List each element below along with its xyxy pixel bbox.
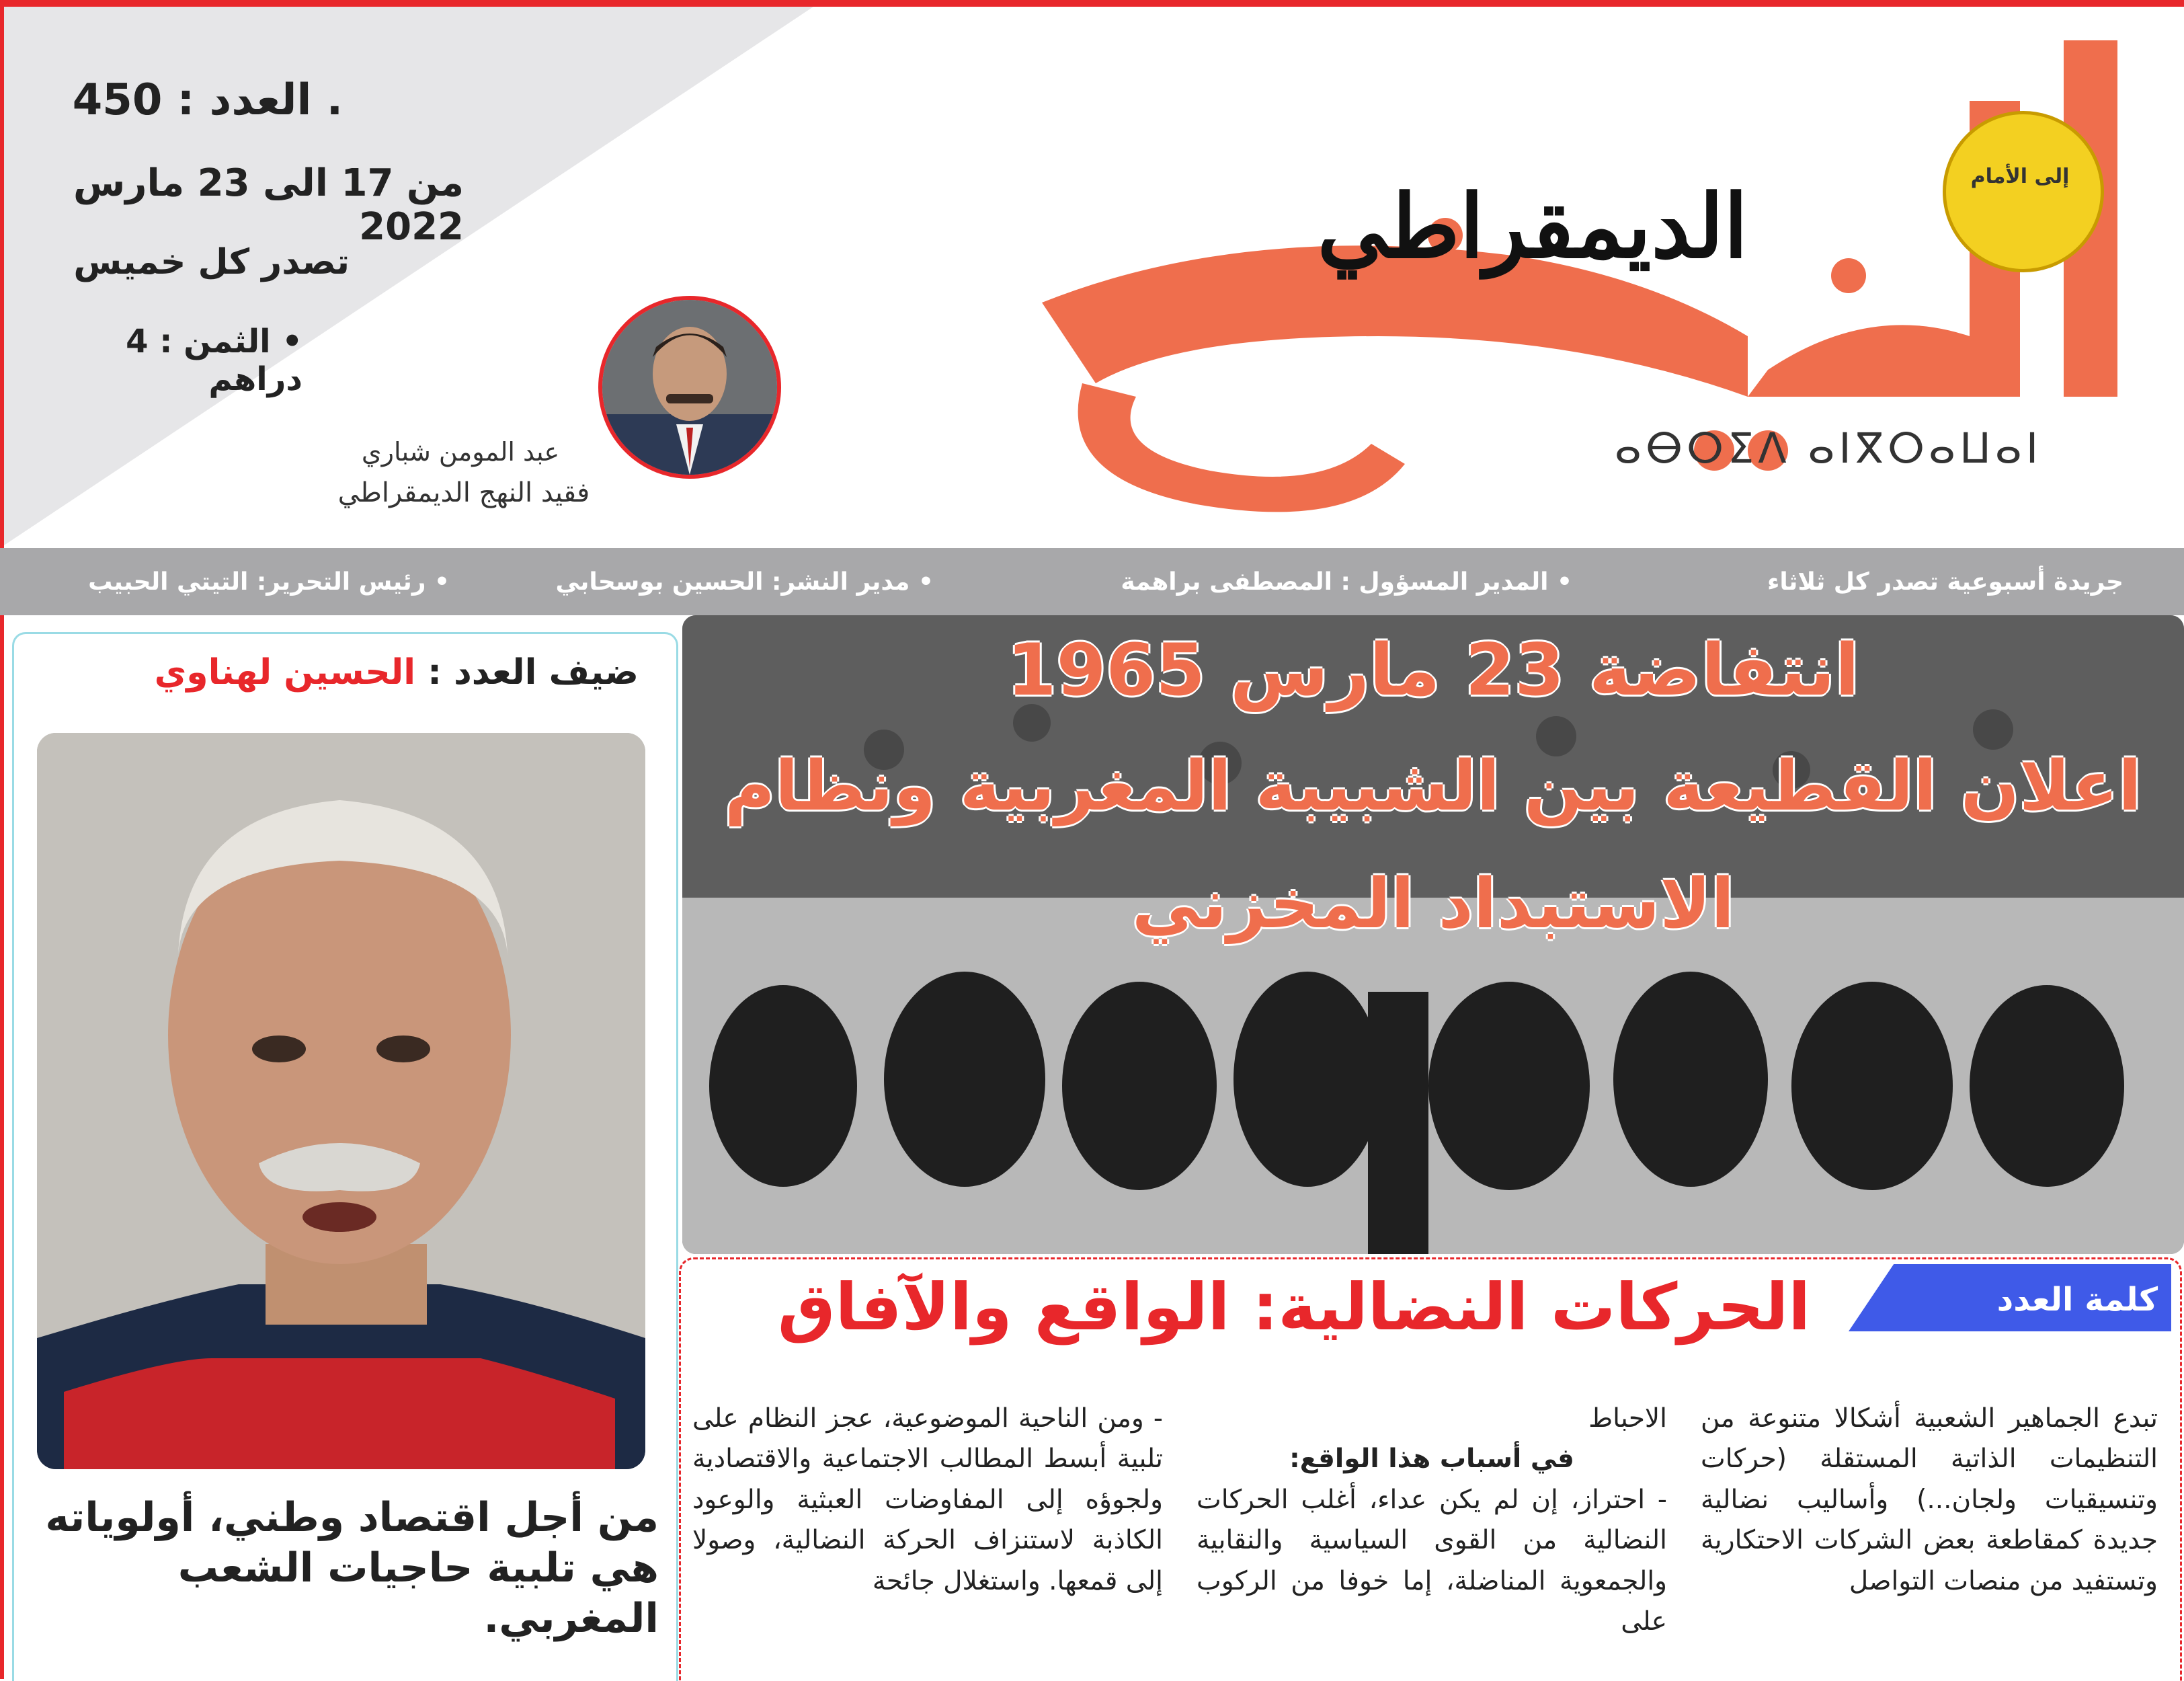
hero-headline-line-3: الاستبداد المخزني: [1131, 864, 1735, 944]
publication-schedule: تصدر كل خميس: [73, 242, 350, 282]
price: • الثمن : 4 دراهم: [126, 323, 302, 398]
top-border: [0, 0, 2184, 7]
memorial-portrait: [598, 296, 781, 479]
hero-headline-line-1: انتفاضة 23 مارس 1965: [1006, 629, 1860, 711]
memorial-name: عبد المومن شباري: [361, 437, 560, 467]
issue-date: من 17 الى 23 مارس 2022: [73, 161, 464, 249]
guest-label: ضيف العدد :: [428, 652, 639, 693]
editorial-column-right: تبدع الجماهير الشعبية أشكالا متنوعة من التنظيمات الذاتية المستقلة (حركات وتنسيقيات ولجان...) وأساليب نضالية جديدة كمقاطعة بعض الشركات الاحتكارية وتستفيد من منصات التواصل: [1701, 1403, 2158, 1596]
logo-tifinagh: ⴰⴱⵔⵉⴷ ⴰⵏⴳⵔⴰⵡⴰⵏ: [1614, 424, 2043, 473]
column-middle-subheading: في أسباب هذا الواقع:: [1289, 1444, 1574, 1475]
memorial-portrait-image: [602, 300, 777, 475]
guest-heading: [34, 652, 639, 693]
column-middle-body: - احتراز، إن لم يكن عداء، أغلب الحركات النضالية من القوى السياسية والنقابية والجمعوية المناضلة، إما خوفا من الركوب على: [1197, 1484, 1667, 1637]
guest-quote: من أجل اقتصاد وطني، أولوياته هي تلبية حاجيات الشعب المغربي.: [45, 1494, 659, 1642]
hero-headline-line-2: اعلان القطيعة بين الشبيبة المغربية ونظام: [725, 746, 2142, 826]
party-seal: [1943, 111, 2104, 272]
publication-frequency: جريدة أسبوعية تصدر كل ثلاثاء: [1767, 568, 2124, 596]
party-seal-text: إلى الأمام: [1970, 165, 2070, 188]
column-middle-lead: الاحباط: [1588, 1403, 1667, 1434]
editorial-column-middle: [1197, 1399, 1667, 1643]
guest-photo-image: [37, 733, 645, 1469]
editorial-title: الحركات النضالية: الواقع والآفاق: [777, 1269, 1811, 1345]
editorial-column-left: - ومن الناحية الموضوعية، عجز النظام على تلبية أبسط المطالب الاجتماعية والاقتصادية ولجوؤه إلى المفاوضات العبثية والوعود الكاذبة لاستنزاف الحركة النضالية، وصولا إلى قمعها. واستغلال جائحة: [692, 1403, 1163, 1596]
logo-subtitle: الديمقراطي: [1317, 175, 1748, 278]
director-credit: • المدير المسؤول : المصطفى براهمة: [1121, 568, 1572, 596]
editorial-tag-label: كلمة العدد: [1996, 1281, 2158, 1319]
issue-number: . العدد : 450: [72, 75, 343, 125]
memorial-caption: فقيد النهج الديمقراطي: [337, 477, 590, 508]
publisher-credit: • مدير النشر: الحسين بوسحابي: [555, 568, 934, 596]
guest-photo: [37, 733, 645, 1469]
left-border: [0, 0, 4, 1679]
editor-credit: • رئيس التحرير: التيتي الحبيب: [88, 568, 450, 596]
guest-name: الحسين لهناوي: [154, 652, 416, 693]
